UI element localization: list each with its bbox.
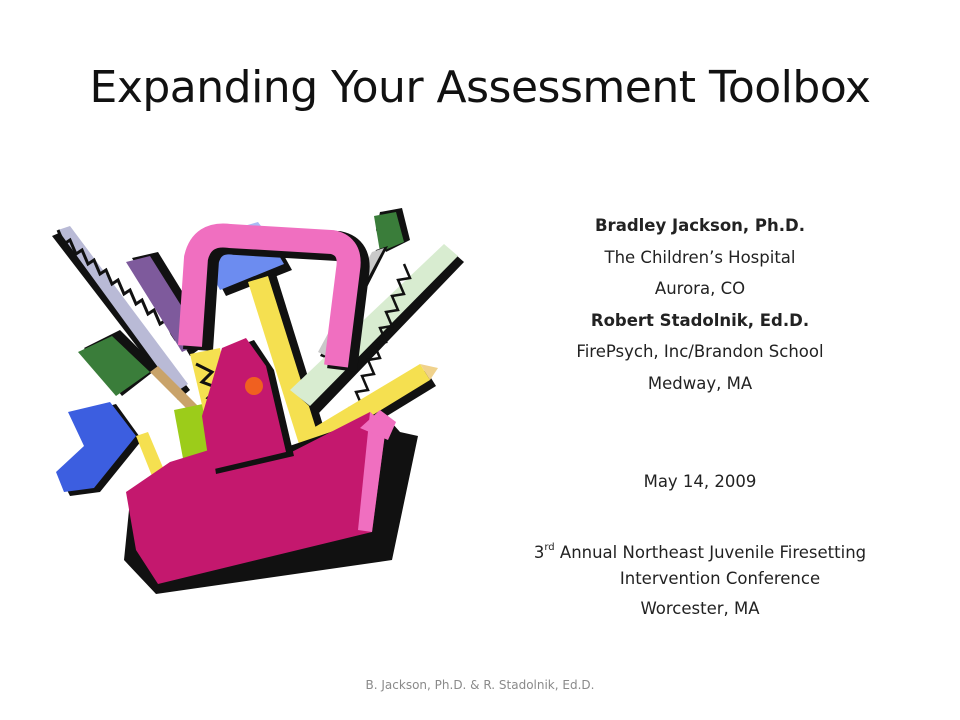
presenter-1-name: Bradley Jackson, Ph.D. [594,216,806,235]
presenter-credits [500,210,900,399]
presenter-2-location: Medway, MA [647,373,753,393]
conference-ordinal: 3 [533,543,545,562]
conference-info [500,540,900,622]
conference-name: Annual Northeast Juvenile Firesetting [554,543,867,562]
conference-line-2: Intervention Conference [619,569,821,588]
presentation-date: May 14, 2009 [643,472,757,491]
conference-line-1 [500,540,900,566]
slide-title: Expanding Your Assessment Toolbox [89,62,871,113]
presenter-2-org: FirePsych, Inc/Brandon School [576,342,824,361]
toolbox-icon [40,200,480,600]
conference-city: Worcester, MA [640,599,760,618]
presenter-1-location: Aurora, CO [654,279,746,298]
presenter-2-name: Robert Stadolnik, Ed.D. [590,310,810,330]
conference-ordinal-suffix: rd [544,542,555,553]
presenter-1-org: The Children’s Hospital [604,247,796,267]
slide-footer: B. Jackson, Ph.D. & R. Stadolnik, Ed.D. [365,678,595,692]
